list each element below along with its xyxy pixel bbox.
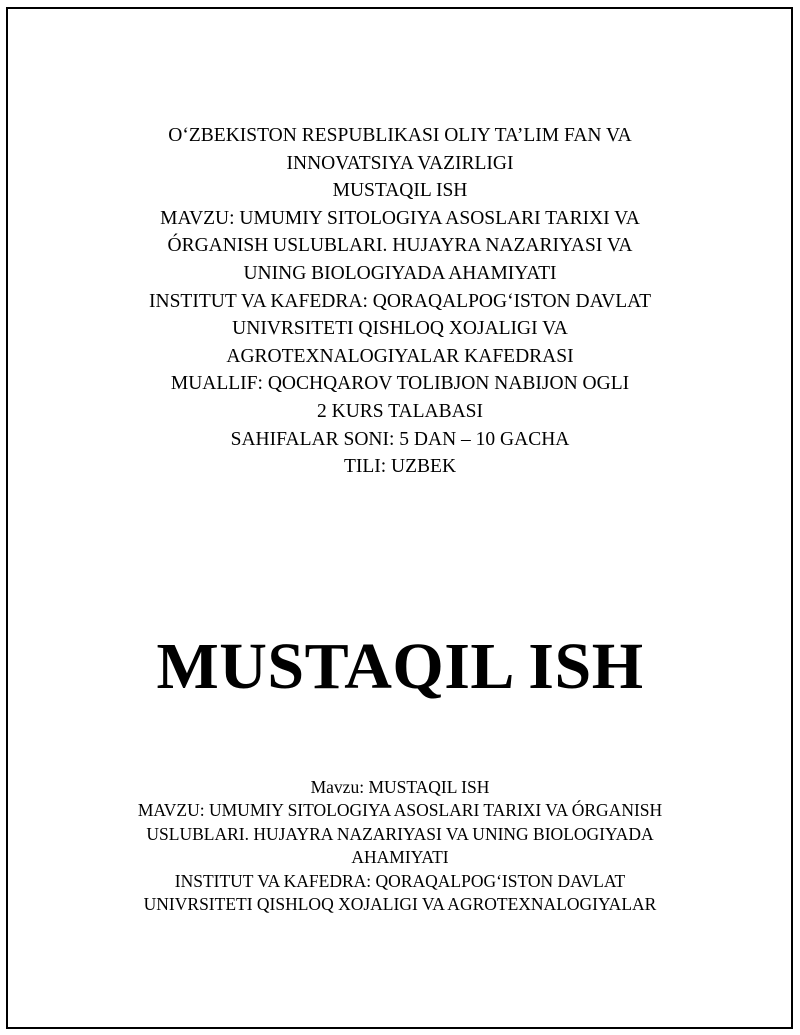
header-line-doc-type: MUSTAQIL ISH: [332, 180, 468, 202]
header-line-language: TILI: UZBEK: [343, 456, 457, 478]
header-line-topic-1: MAVZU: UMUMIY SITOLOGIYA ASOSLARI TARIXI VA: [160, 207, 640, 229]
header-line-ministry-1: O‘ZBEKISTON RESPUBLIKASI OLIY TA’LIM FAN VA: [168, 125, 632, 146]
header-line-institute-3: AGROTEXNALOGIYALAR KAFEDRASI: [226, 345, 574, 367]
summary-line-topic-1: MAVZU: UMUMIY SITOLOGIYA ASOSLARI TARIXI VA ÓRGANISH: [137, 800, 663, 821]
header-line-topic-3: UNING BIOLOGIYADA AHAMIYATI: [243, 262, 557, 284]
main-title: MUSTAQIL ISH: [156, 630, 644, 703]
summary-line-topic-3: AHAMIYATI: [351, 847, 449, 868]
header-line-author: MUALLIF: QOCHQAROV TOLIBJON NABIJON OGLI: [170, 373, 630, 395]
summary-line-institute-2: UNIVRSITETI QISHLOQ XOJALIGI VA AGROTEXNALOGIYALAR: [143, 894, 657, 915]
header-line-page-count: SAHIFALAR SONI: 5 DAN – 10 GACHA: [230, 428, 570, 450]
summary-line-topic-2: USLUBLARI. HUJAYRA NAZARIYASI VA UNING BIOLOGIYADA: [146, 823, 654, 844]
title-page-header: [0, 122, 800, 481]
header-line-course: 2 KURS TALABASI: [316, 400, 484, 422]
summary-line-institute-1: INSTITUT VA KAFEDRA: QORAQALPOG‘ISTON DAVLAT: [174, 870, 626, 891]
header-line-ministry-2: INNOVATSIYA VAZIRLIGI: [286, 152, 514, 174]
header-line-institute-2: UNIVRSITETI QISHLOQ XOJALIGI VA: [232, 318, 568, 340]
header-line-topic-2: ÓRGANISH USLUBLARI. HUJAYRA NAZARIYASI VA: [167, 235, 633, 257]
summary-line-mavzu: Mavzu: MUSTAQIL ISH: [310, 777, 490, 797]
header-line-institute-1: INSTITUT VA KAFEDRA: QORAQALPOG‘ISTON DAVLAT: [149, 290, 651, 312]
summary-block: [0, 776, 800, 916]
